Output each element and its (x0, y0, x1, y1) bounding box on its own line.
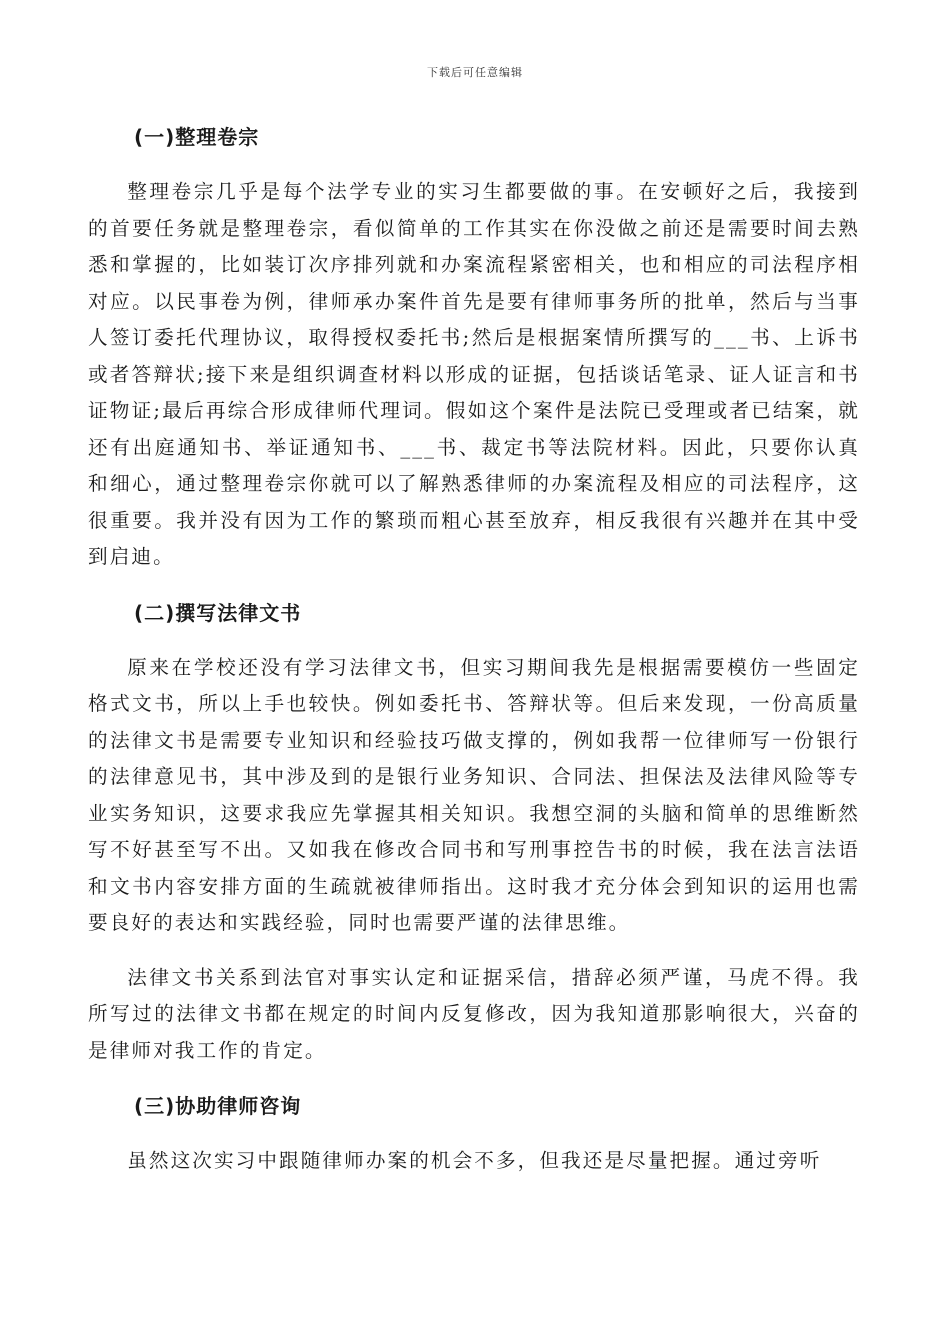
section-heading: (三)协助律师咨询 (134, 1094, 302, 1118)
section-organize-files (88, 118, 860, 576)
section-legal-documents (88, 594, 860, 1070)
paragraph: 整理卷宗几乎是每个法学专业的实习生都要做的事。在安顿好之后，我接到的首要任务就是整理卷宗，看似简单的工作其实在你没做之前还是需要时间去熟悉和掌握的，比如装订次序排列就和办案流程紧密相关，也和相应的司法程序相对应。以民事卷为例，律师承办案件首先是要有律师事务所的批单，然后与当事人签订委托代理协议，取得授权委托书;然后是根据案情所撰写的___书、上诉书或者答辩状;接下来是组织调查材料以形成的证据，包括谈话笔录、证人证言和书证物证;最后再综合形成律师代理词。假如这个案件是法院已受理或者已结案，就还有出庭通知书、举证通知书、___书、裁定书等法院材料。因此，只要你认真和细心，通过整理卷宗你就可以了解熟悉律师的办案流程及相应的司法程序，这很重要。我并没有因为工作的繁琐而粗心甚至放弃，相反我很有兴趣并在其中受到启迪。 (88, 180, 860, 568)
page-header: 下载后可任意编辑 (427, 66, 523, 79)
section-heading: (二)撰写法律文书 (134, 600, 302, 625)
paragraph: 虽然这次实习中跟随律师办案的机会不多，但我还是尽量把握。通过旁听 (127, 1149, 822, 1172)
section-assist-consultation (88, 1087, 860, 1180)
section-heading: (一)整理卷宗 (134, 125, 260, 149)
paragraph: 法律文书关系到法官对事实认定和证据采信，措辞必须严谨，马虎不得。我所写过的法律文书都在规定的时间内反复修改，因为我知道那影响很大，兴奋的是律师对我工作的肯定。 (88, 965, 860, 1062)
document-body (88, 118, 860, 1198)
paragraph: 原来在学校还没有学习法律文书，但实习期间我先是根据需要模仿一些固定格式文书，所以上手也较快。例如委托书、答辩状等。但后来发现，一份高质量的法律文书是需要专业知识和经验技巧做支撑的，例如我帮一位律师写一份银行的法律意见书，其中涉及到的是银行业务知识、合同法、担保法及法律风险等专业实务知识，这要求我应先掌握其相关知识。我想空洞的头脑和简单的思维断然写不好甚至写不出。又如我在修改合同书和写刑事控告书的时候，我在法言法语和文书内容安排方面的生疏就被律师指出。这时我才充分体会到知识的运用也需要良好的表达和实践经验，同时也需要严谨的法律思维。 (88, 655, 860, 934)
